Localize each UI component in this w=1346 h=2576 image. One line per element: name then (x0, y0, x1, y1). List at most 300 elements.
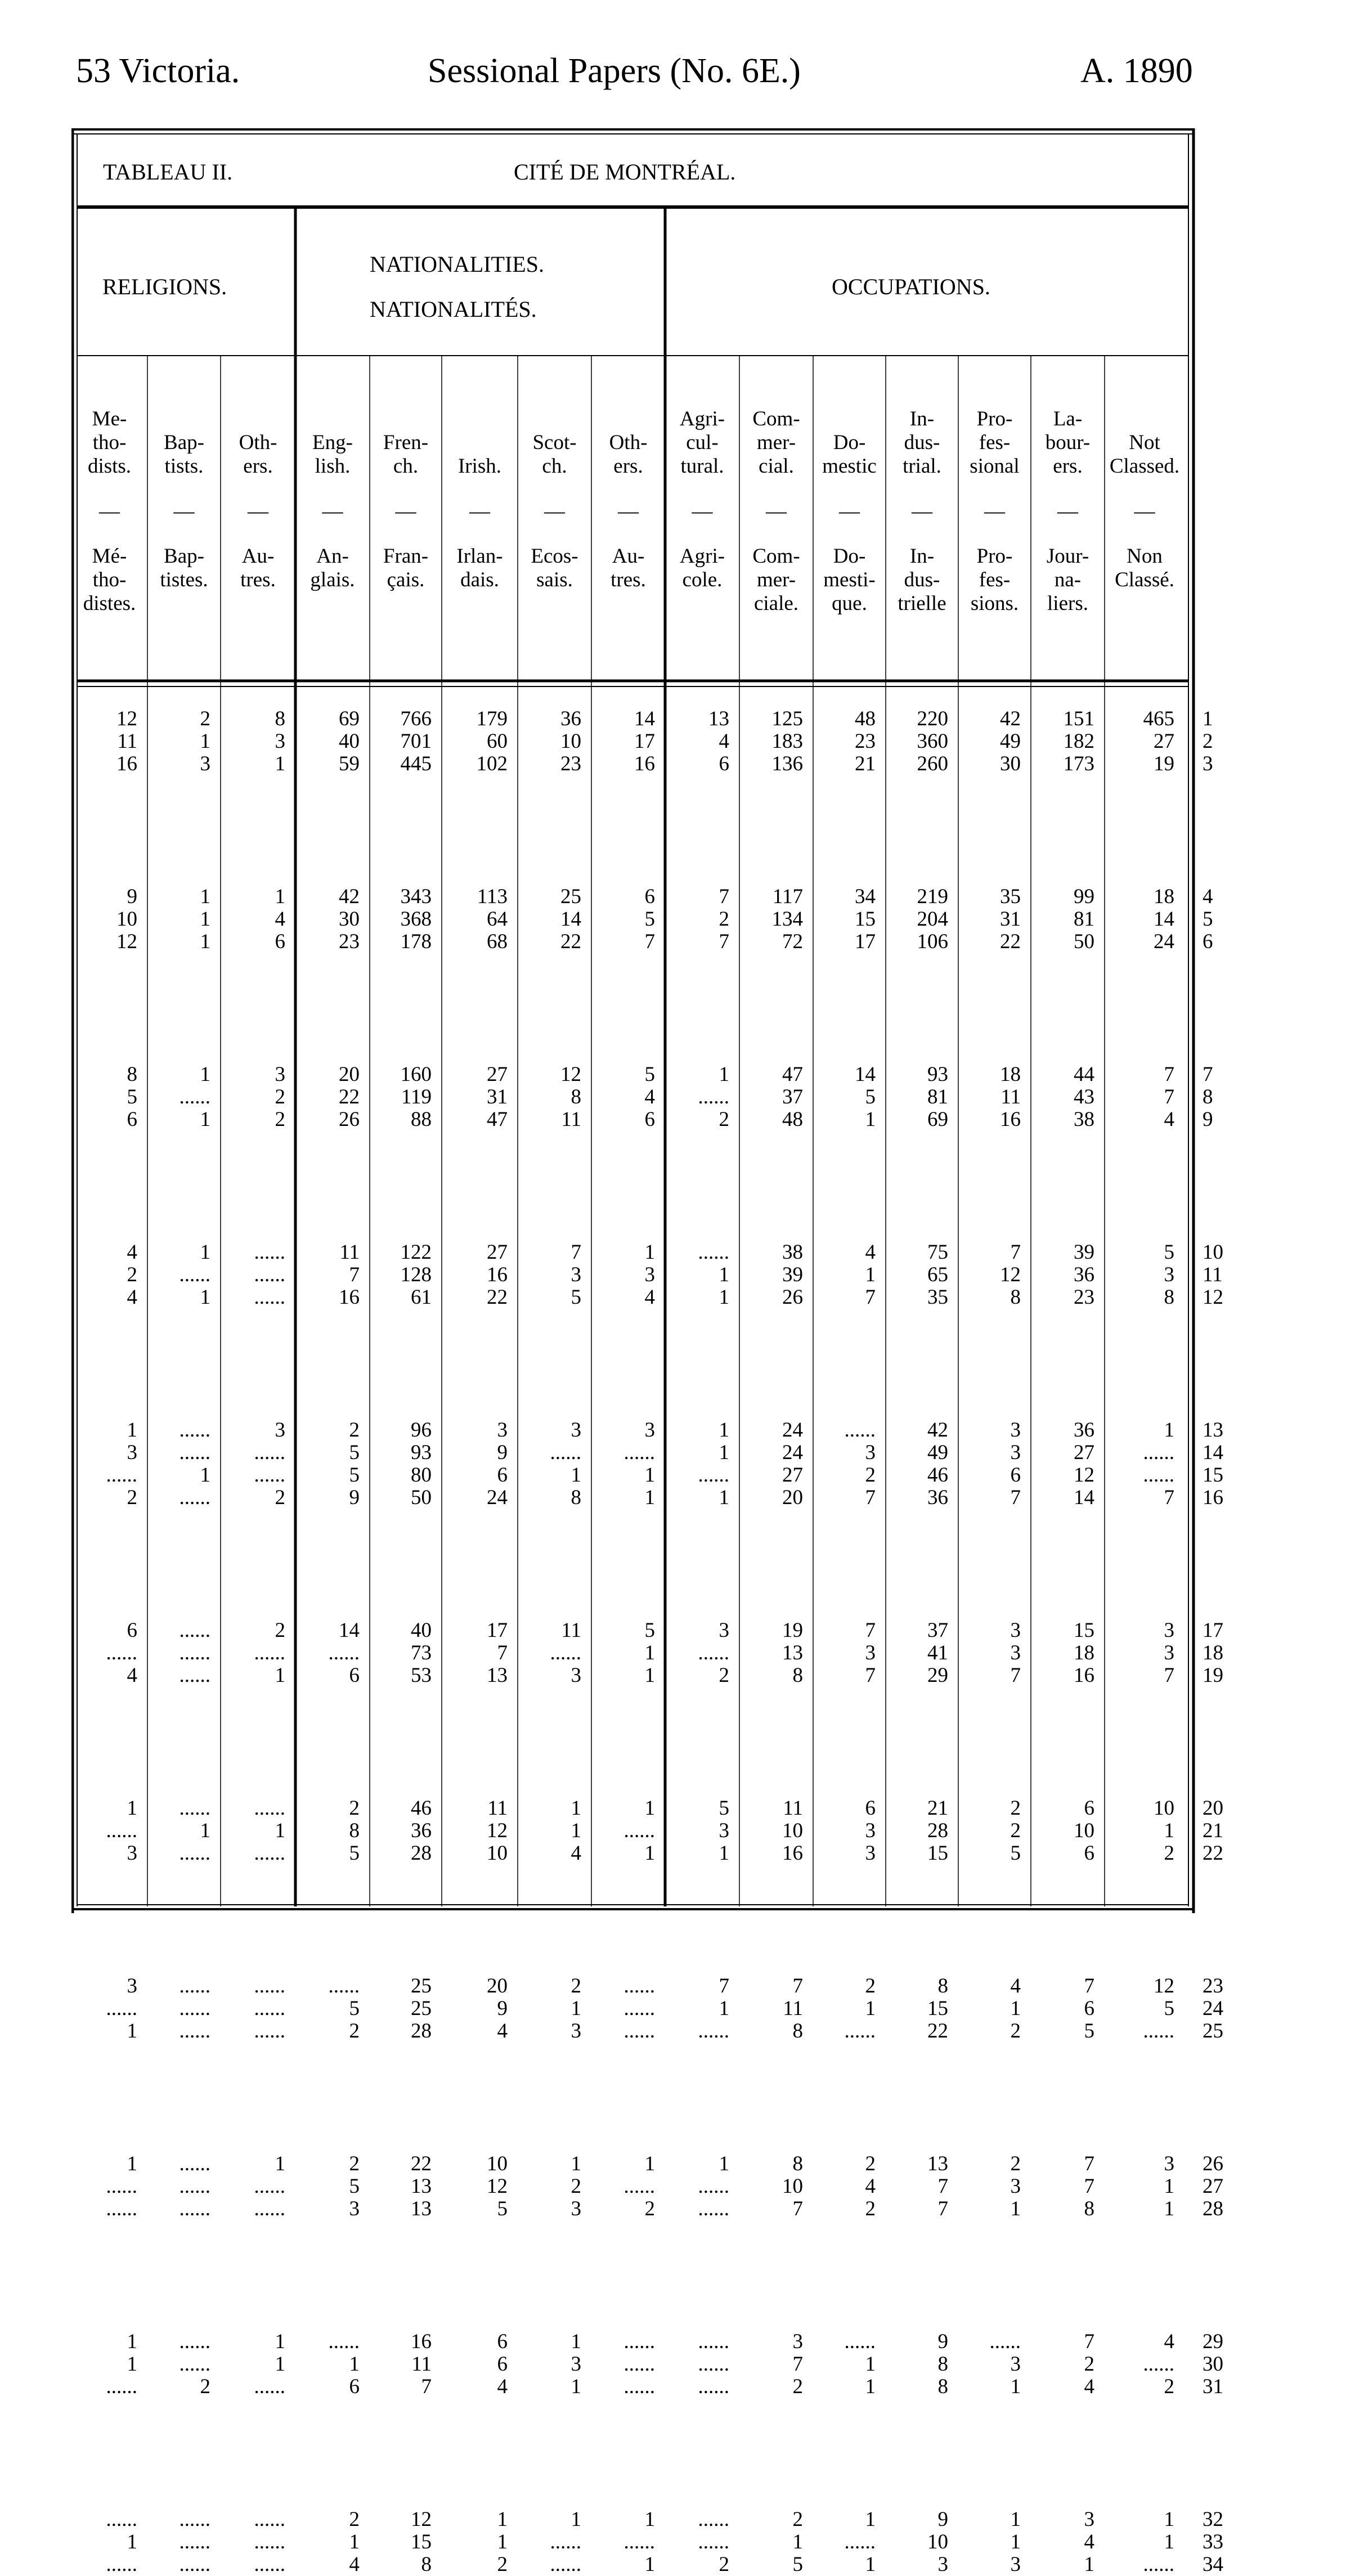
table-cell: 11 (561, 1619, 581, 1642)
table-cell: ...... (106, 1997, 137, 2020)
table-cell: 2 (865, 1974, 876, 1998)
table-cell: 3 (1164, 2152, 1174, 2175)
table-cell: ...... (698, 1241, 729, 1264)
table-row (71, 930, 1213, 953)
column-header-en: Fren- ch. (383, 431, 429, 478)
table-cell: 69 (339, 707, 360, 730)
column-header-fr: Irlan- dais. (456, 545, 503, 591)
table-cell: 1 (200, 908, 210, 931)
table-cell: 12 (487, 1819, 508, 1842)
table-cell: 4 (349, 2553, 360, 2576)
table-cell: 6 (127, 1108, 137, 1131)
table-cell: 2 (792, 2508, 803, 2531)
row-number: 9 (1203, 1108, 1213, 1131)
row-number: 31 (1203, 2375, 1223, 2398)
table-cell: 1 (275, 1664, 285, 1687)
table-cell: 49 (1000, 730, 1021, 753)
table-cell: 5 (349, 2175, 360, 2198)
table-cell: ...... (1143, 1464, 1174, 1487)
table-cell: 6 (719, 752, 729, 775)
table-cell: 35 (1000, 885, 1021, 908)
table-cell: 1 (127, 2530, 137, 2553)
row-number: 3 (1203, 752, 1213, 775)
table-cell: 10 (1074, 1819, 1094, 1842)
table-cell: ...... (179, 1664, 210, 1687)
table-cell: 1 (200, 1063, 210, 1086)
table-row (71, 1486, 1223, 1509)
table-cell: 3 (571, 2019, 581, 2043)
table-cell: 136 (771, 752, 803, 775)
table-row (71, 1974, 1223, 1998)
table-row (71, 1063, 1213, 1086)
row-number: 14 (1203, 1441, 1223, 1464)
table-cell: 29 (927, 1664, 948, 1687)
table-cell: 219 (917, 885, 948, 908)
column-header-fr: Bap- tistes. (160, 545, 208, 591)
column-header-en: Agri- cul- tural. (679, 407, 725, 478)
table-cell: ...... (179, 2530, 210, 2553)
table-cell: 40 (411, 1619, 432, 1642)
table-cell: ...... (179, 1419, 210, 1442)
row-number: 13 (1203, 1419, 1223, 1442)
table-cell: ...... (623, 2175, 655, 2198)
table-cell: 3 (1010, 2175, 1021, 2198)
row-number: 21 (1203, 1819, 1223, 1842)
table-cell: 3 (275, 1419, 285, 1442)
table-cell: 6 (349, 1664, 360, 1687)
table-cell: 2 (200, 2375, 210, 2398)
table-cell: 61 (411, 1286, 432, 1309)
table-cell: 2 (865, 1464, 876, 1487)
table-cell: 13 (487, 1664, 508, 1687)
table-cell: 28 (411, 2019, 432, 2043)
table-cell: 4 (1084, 2530, 1094, 2553)
table-cell: 1 (200, 1819, 210, 1842)
table-cell: 1 (719, 1842, 729, 1865)
table-cell: 60 (487, 730, 508, 753)
table-cell: 2 (719, 1664, 729, 1687)
table-cell: 3 (644, 1263, 655, 1286)
table-cell: ...... (179, 2353, 210, 2376)
table-cell: 12 (116, 930, 137, 953)
table-cell: 5 (349, 1441, 360, 1464)
column-header-fr: Do- mesti- que. (823, 545, 876, 615)
table-cell: 1 (571, 1797, 581, 1820)
row-number: 11 (1203, 1263, 1223, 1286)
column-header-en: Oth- ers. (239, 431, 277, 478)
table-cell: 7 (1164, 1085, 1174, 1109)
table-cell: 16 (411, 2330, 432, 2353)
table-cell: 1 (571, 1464, 581, 1487)
table-cell: 1 (571, 2508, 581, 2531)
table-cell: 7 (1084, 2152, 1094, 2175)
table-cell: 12 (411, 2508, 432, 2531)
table-cell: 13 (411, 2175, 432, 2198)
table-cell: 1 (644, 1241, 655, 1264)
table-cell: ...... (328, 2330, 360, 2353)
table-cell: 27 (1074, 1441, 1094, 1464)
column-header-fr: In- dus- trielle (898, 545, 946, 615)
table-cell: 40 (339, 730, 360, 753)
table-cell: 48 (855, 707, 876, 730)
table-cell: 3 (571, 1664, 581, 1687)
table-cell: ...... (623, 2375, 655, 2398)
column-header-fr: Au- tres. (240, 545, 276, 591)
table-cell: 7 (497, 1641, 508, 1664)
table-cell: ...... (179, 2553, 210, 2576)
table-cell: 1 (719, 1997, 729, 2020)
row-number: 7 (1203, 1063, 1213, 1086)
table-cell: 7 (865, 1619, 876, 1642)
column-header-en: Oth- ers. (609, 431, 648, 478)
row-number: 12 (1203, 1286, 1223, 1309)
table-cell: 11 (1000, 1085, 1021, 1109)
table-cell: 3 (865, 1641, 876, 1664)
table-cell: 465 (1143, 707, 1174, 730)
table-cell: 1 (719, 2152, 729, 2175)
table-cell: 20 (782, 1486, 803, 1509)
table-cell: 12 (1000, 1263, 1021, 1286)
table-cell: 1 (127, 2353, 137, 2376)
table-cell: 21 (855, 752, 876, 775)
table-cell: 8 (571, 1486, 581, 1509)
table-cell: 1 (275, 2353, 285, 2376)
table-cell: ...... (179, 1441, 210, 1464)
table-cell: 1 (719, 1441, 729, 1464)
table-cell: ...... (179, 2508, 210, 2531)
table-cell: ...... (254, 1797, 285, 1820)
table-cell: 2 (865, 2152, 876, 2175)
table-row (71, 1797, 1223, 1820)
table-cell: 5 (1164, 1241, 1174, 1264)
table-cell: 22 (927, 2019, 948, 2043)
table-cell: ...... (179, 1486, 210, 1509)
row-number: 10 (1203, 1241, 1223, 1264)
column-header-en: In- dus- trial. (903, 407, 941, 478)
table-cell: 13 (782, 1641, 803, 1664)
row-number: 1 (1203, 707, 1213, 730)
table-cell: 3 (200, 752, 210, 775)
table-cell: ...... (623, 1441, 655, 1464)
table-cell: 25 (560, 885, 581, 908)
table-cell: 25 (411, 1974, 432, 1998)
table-cell: 17 (487, 1619, 508, 1642)
table-cell: ...... (106, 2553, 137, 2576)
table-cell: 10 (782, 2175, 803, 2198)
table-cell: 8 (275, 707, 285, 730)
table-cell: 1 (497, 2530, 508, 2553)
table-cell: 1 (127, 2330, 137, 2353)
column-header-dash: — (984, 500, 1005, 523)
table-cell: 24 (1154, 930, 1174, 953)
table-cell: 5 (792, 2553, 803, 2576)
table-label: TABLEAU II. (103, 159, 233, 185)
table-row (71, 752, 1213, 775)
row-number: 18 (1203, 1641, 1223, 1664)
table-cell: 106 (917, 930, 948, 953)
table-cell: 6 (865, 1797, 876, 1820)
table-cell: 9 (937, 2508, 948, 2531)
table-cell: 3 (719, 1619, 729, 1642)
table-cell: 2 (1164, 1842, 1174, 1865)
table-cell: 178 (400, 930, 432, 953)
table-cell: 173 (1063, 752, 1094, 775)
table-cell: ...... (179, 1997, 210, 2020)
table-cell: 7 (792, 1974, 803, 1998)
column-header-dash: — (1057, 500, 1078, 523)
table-cell: ...... (698, 2197, 729, 2220)
table-cell: 3 (719, 1819, 729, 1842)
column-header-dash: — (469, 500, 490, 523)
table-cell: 28 (927, 1819, 948, 1842)
table-cell: 93 (411, 1441, 432, 1464)
table-cell: 9 (497, 1997, 508, 2020)
table-cell: ...... (106, 1819, 137, 1842)
table-cell: ...... (623, 2019, 655, 2043)
table-cell: 2 (275, 1108, 285, 1131)
table-cell: 36 (1074, 1419, 1094, 1442)
table-cell: 10 (560, 730, 581, 753)
table-cell: 12 (1074, 1464, 1094, 1487)
table-row (71, 1664, 1223, 1687)
table-cell: 3 (1010, 1619, 1021, 1642)
table-cell: 36 (1074, 1263, 1094, 1286)
table-cell: 49 (927, 1441, 948, 1464)
table-cell: 1 (644, 1464, 655, 1487)
table-cell: ...... (844, 2019, 876, 2043)
table-cell: ...... (106, 2375, 137, 2398)
table-cell: 15 (927, 1997, 948, 2020)
table-cell: ...... (179, 1797, 210, 1820)
table-cell: 6 (127, 1619, 137, 1642)
table-cell: 2 (349, 2152, 360, 2175)
table-cell: 3 (1084, 2508, 1094, 2531)
table-cell: 28 (411, 1842, 432, 1865)
table-row (71, 2197, 1223, 2220)
table-cell: 2 (719, 908, 729, 931)
row-number: 8 (1203, 1085, 1213, 1109)
table-cell: ...... (179, 1974, 210, 1998)
table-cell: 1 (200, 1286, 210, 1309)
column-header-en: La- bour- ers. (1045, 407, 1091, 478)
table-row (71, 1085, 1213, 1109)
table-cell: 3 (275, 1063, 285, 1086)
table-cell: 8 (349, 1819, 360, 1842)
table-cell: 4 (497, 2375, 508, 2398)
table-cell: 3 (1010, 2353, 1021, 2376)
table-cell: 69 (927, 1108, 948, 1131)
table-cell: ...... (179, 2152, 210, 2175)
table-cell: 183 (771, 730, 803, 753)
table-cell: 50 (1074, 930, 1094, 953)
column-header-en: Eng- lish. (312, 431, 353, 478)
table-cell: 81 (1074, 908, 1094, 931)
table-cell: 27 (782, 1464, 803, 1487)
table-cell: 1 (127, 1419, 137, 1442)
table-cell: 7 (719, 885, 729, 908)
table-cell: ...... (698, 1464, 729, 1487)
column-header-fr: Jour- na- liers. (1046, 545, 1089, 615)
table-cell: 766 (400, 707, 432, 730)
table-cell: 1 (865, 2508, 876, 2531)
table-row (71, 908, 1213, 931)
table-row (71, 1464, 1223, 1487)
table-cell: ...... (179, 2175, 210, 2198)
table-cell: 3 (571, 1419, 581, 1442)
table-cell: 22 (1000, 930, 1021, 953)
table-cell: 1 (865, 2553, 876, 2576)
table-cell: 1 (127, 2019, 137, 2043)
column-header-dash: — (766, 500, 787, 523)
group-occupations: OCCUPATIONS. (832, 274, 990, 299)
table-cell: 1 (792, 2530, 803, 2553)
table-cell: ...... (106, 2197, 137, 2220)
table-cell: ...... (550, 1641, 581, 1664)
row-number: 32 (1203, 2508, 1223, 2531)
table-cell: 17 (855, 930, 876, 953)
table-city: CITÉ DE MONTRÉAL. (514, 159, 736, 185)
table-cell: 34 (855, 885, 876, 908)
table-cell: 38 (782, 1241, 803, 1264)
table-cell: 4 (127, 1241, 137, 1264)
table-cell: 3 (1164, 1641, 1174, 1664)
table-cell: 36 (927, 1486, 948, 1509)
table-cell: 2 (1164, 2375, 1174, 2398)
table-cell: 3 (497, 1419, 508, 1442)
table-row (71, 1842, 1223, 1865)
table-cell: 117 (772, 885, 803, 908)
table-cell: 1 (865, 1263, 876, 1286)
table-cell: ...... (698, 2530, 729, 2553)
table-cell: 6 (349, 2375, 360, 2398)
table-cell: 1 (275, 885, 285, 908)
table-cell: 8 (937, 2375, 948, 2398)
table-cell: 15 (1074, 1619, 1094, 1642)
table-cell: 27 (1154, 730, 1174, 753)
table-cell: 182 (1063, 730, 1094, 753)
table-cell: 16 (634, 752, 655, 775)
table-cell: 19 (782, 1619, 803, 1642)
table-cell: 6 (1084, 1997, 1094, 2020)
table-cell: 3 (127, 1441, 137, 1464)
table-cell: 12 (560, 1063, 581, 1086)
row-number: 4 (1203, 885, 1213, 908)
table-row (71, 1441, 1223, 1464)
table-cell: ...... (254, 1641, 285, 1664)
column-header-dash: — (173, 500, 195, 523)
table-cell: 7 (937, 2197, 948, 2220)
row-number: 27 (1203, 2175, 1223, 2198)
table-cell: 4 (571, 1842, 581, 1865)
table-row (71, 1286, 1223, 1309)
table-cell: 93 (927, 1063, 948, 1086)
table-cell: 260 (917, 752, 948, 775)
table-cell: 360 (917, 730, 948, 753)
table-cell: 16 (339, 1286, 360, 1309)
table-cell: 7 (421, 2375, 432, 2398)
table-cell: 1 (644, 2152, 655, 2175)
table-cell: 1 (200, 730, 210, 753)
table-cell: 9 (349, 1486, 360, 1509)
table-cell: 64 (487, 908, 508, 931)
table-cell: 2 (792, 2375, 803, 2398)
column-header-fr: Mé- tho- distes. (83, 545, 136, 615)
table-cell: 9 (127, 885, 137, 908)
table-cell: 7 (1164, 1486, 1174, 1509)
table-row (71, 2330, 1223, 2353)
table-cell: 18 (1074, 1641, 1094, 1664)
table-cell: 8 (1084, 2197, 1094, 2220)
table-cell: ...... (254, 1464, 285, 1487)
table-cell: 2 (1084, 2353, 1094, 2376)
table-cell: 25 (411, 1997, 432, 2020)
table-cell: ...... (254, 1974, 285, 1998)
table-row (71, 707, 1213, 730)
column-header-fr: Pro- fes- sions. (970, 545, 1019, 615)
table-cell: ...... (623, 2330, 655, 2353)
table-cell: ...... (106, 1641, 137, 1664)
table-cell: 7 (1084, 1974, 1094, 1998)
table-cell: 39 (782, 1263, 803, 1286)
table-cell: ...... (106, 1464, 137, 1487)
table-cell: 81 (927, 1085, 948, 1109)
table-cell: ...... (989, 2330, 1021, 2353)
table-cell: ...... (1143, 2353, 1174, 2376)
table-cell: 13 (927, 2152, 948, 2175)
table-cell: 14 (855, 1063, 876, 1086)
table-cell: 7 (865, 1486, 876, 1509)
table-cell: ...... (254, 1997, 285, 2020)
table-cell: 16 (487, 1263, 508, 1286)
table-cell: 6 (497, 2330, 508, 2353)
table-cell: ...... (179, 1263, 210, 1286)
table-cell: 19 (1154, 752, 1174, 775)
table-row (71, 1997, 1223, 2020)
table-cell: ...... (254, 2175, 285, 2198)
table-cell: 14 (560, 908, 581, 931)
table-cell: 43 (1074, 1085, 1094, 1109)
row-number: 25 (1203, 2019, 1223, 2043)
table-row (71, 2152, 1223, 2175)
table-cell: 1 (200, 885, 210, 908)
table-cell: 1 (200, 930, 210, 953)
table-cell: 2 (349, 1419, 360, 1442)
table-cell: 8 (937, 1974, 948, 1998)
table-cell: 4 (719, 730, 729, 753)
table-cell: ...... (254, 1842, 285, 1865)
table-cell: 65 (927, 1263, 948, 1286)
table-cell: 7 (1084, 2175, 1094, 2198)
table-cell: 2 (275, 1619, 285, 1642)
table-cell: ...... (254, 1263, 285, 1286)
table-cell: 2 (200, 707, 210, 730)
column-header-fr: Ecos- sais. (531, 545, 578, 591)
table-cell: 1 (1164, 1819, 1174, 1842)
table-cell: 3 (571, 1263, 581, 1286)
table-cell: 7 (1164, 1063, 1174, 1086)
table-row (71, 730, 1213, 753)
table-cell: 4 (127, 1664, 137, 1687)
table-cell: ...... (106, 2175, 137, 2198)
column-header-en: Me- tho- dists. (87, 407, 132, 478)
table-cell: 9 (497, 1441, 508, 1464)
table-cell: 1 (275, 752, 285, 775)
table-cell: 1 (275, 1819, 285, 1842)
table-cell: 44 (1074, 1063, 1094, 1086)
table-cell: 11 (783, 1797, 803, 1820)
table-cell: 1 (571, 1819, 581, 1842)
table-cell: 14 (1154, 908, 1174, 931)
